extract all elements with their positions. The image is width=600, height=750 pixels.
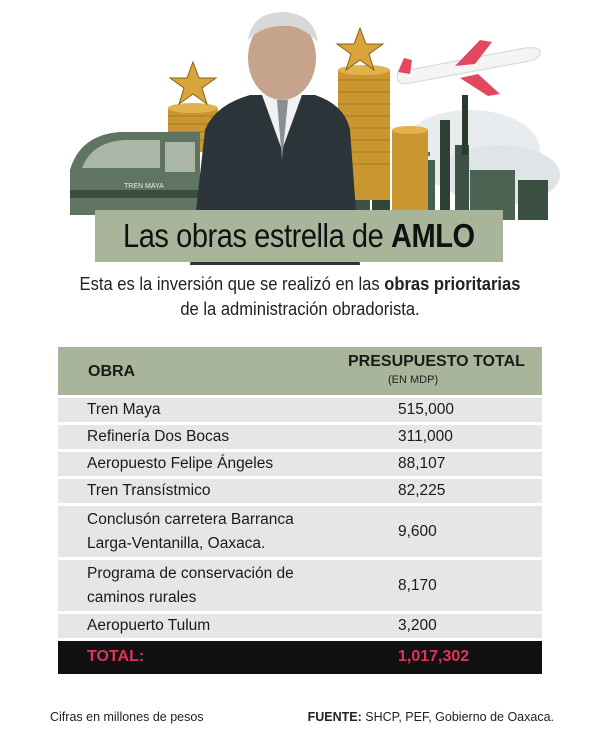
column-header-obra: OBRA [88,363,136,380]
train-illustration [70,132,200,215]
subtitle-line-1 [24,272,576,297]
row-name: Tren Transístmico [87,482,211,499]
source-text: SHCP, PEF, Gobierno de Oaxaca. [361,710,554,724]
subtitle [0,272,600,322]
column-header-budget: PRESUPUESTO TOTAL [348,353,525,370]
budget-table [58,347,542,674]
row-value: 88,107 [398,455,446,472]
subtitle-line-2: de la administración obradorista. [180,299,420,319]
row-name: Aeropuerto Tulum [87,617,211,634]
row-value: 82,225 [398,482,446,499]
source-note [308,710,554,724]
column-header-budget-unit: (EN MDP) [388,374,439,386]
row-name: Programa de conservación de caminos rurales [87,564,294,606]
row-value: 515,000 [398,401,455,418]
title-prefix: Las obras estrella de [123,217,392,254]
table-row [58,398,542,422]
subtitle-bold: obras prioritarias [384,274,521,294]
table-row [58,425,542,449]
footnote: Cifras en millones de pesos [50,710,204,724]
row-value: 3,200 [398,617,437,634]
star-icon [170,62,216,104]
total-row [58,641,542,674]
row-name: Refinería Dos Bocas [87,428,230,445]
row-value: 8,170 [398,576,437,594]
total-label: TOTAL: [87,648,145,665]
table-row [58,560,542,611]
source-label: FUENTE: [307,710,362,724]
table-row [58,614,542,638]
page-title [123,217,475,255]
table-row [58,506,542,557]
total-value: 1,017,302 [398,648,470,665]
airplane-illustration [397,40,540,96]
svg-text:TREN MAYA: TREN MAYA [124,183,164,190]
title-bold: AMLO [391,217,475,254]
row-name: Conclusón carretera Barranca Larga-Ventanilla, Oaxaca. [87,510,294,552]
table-row [58,479,542,503]
row-value: 9,600 [398,522,437,540]
row-name: Tren Maya [87,401,161,418]
table-header [58,347,542,395]
row-name: Aeropuesto Felipe Ángeles [87,455,274,472]
row-value: 311,000 [398,428,453,445]
title-banner [95,210,503,262]
subtitle-pre: Esta es la inversión que se realizó en las [79,274,385,294]
star-icon [337,28,383,70]
table-row [58,452,542,476]
